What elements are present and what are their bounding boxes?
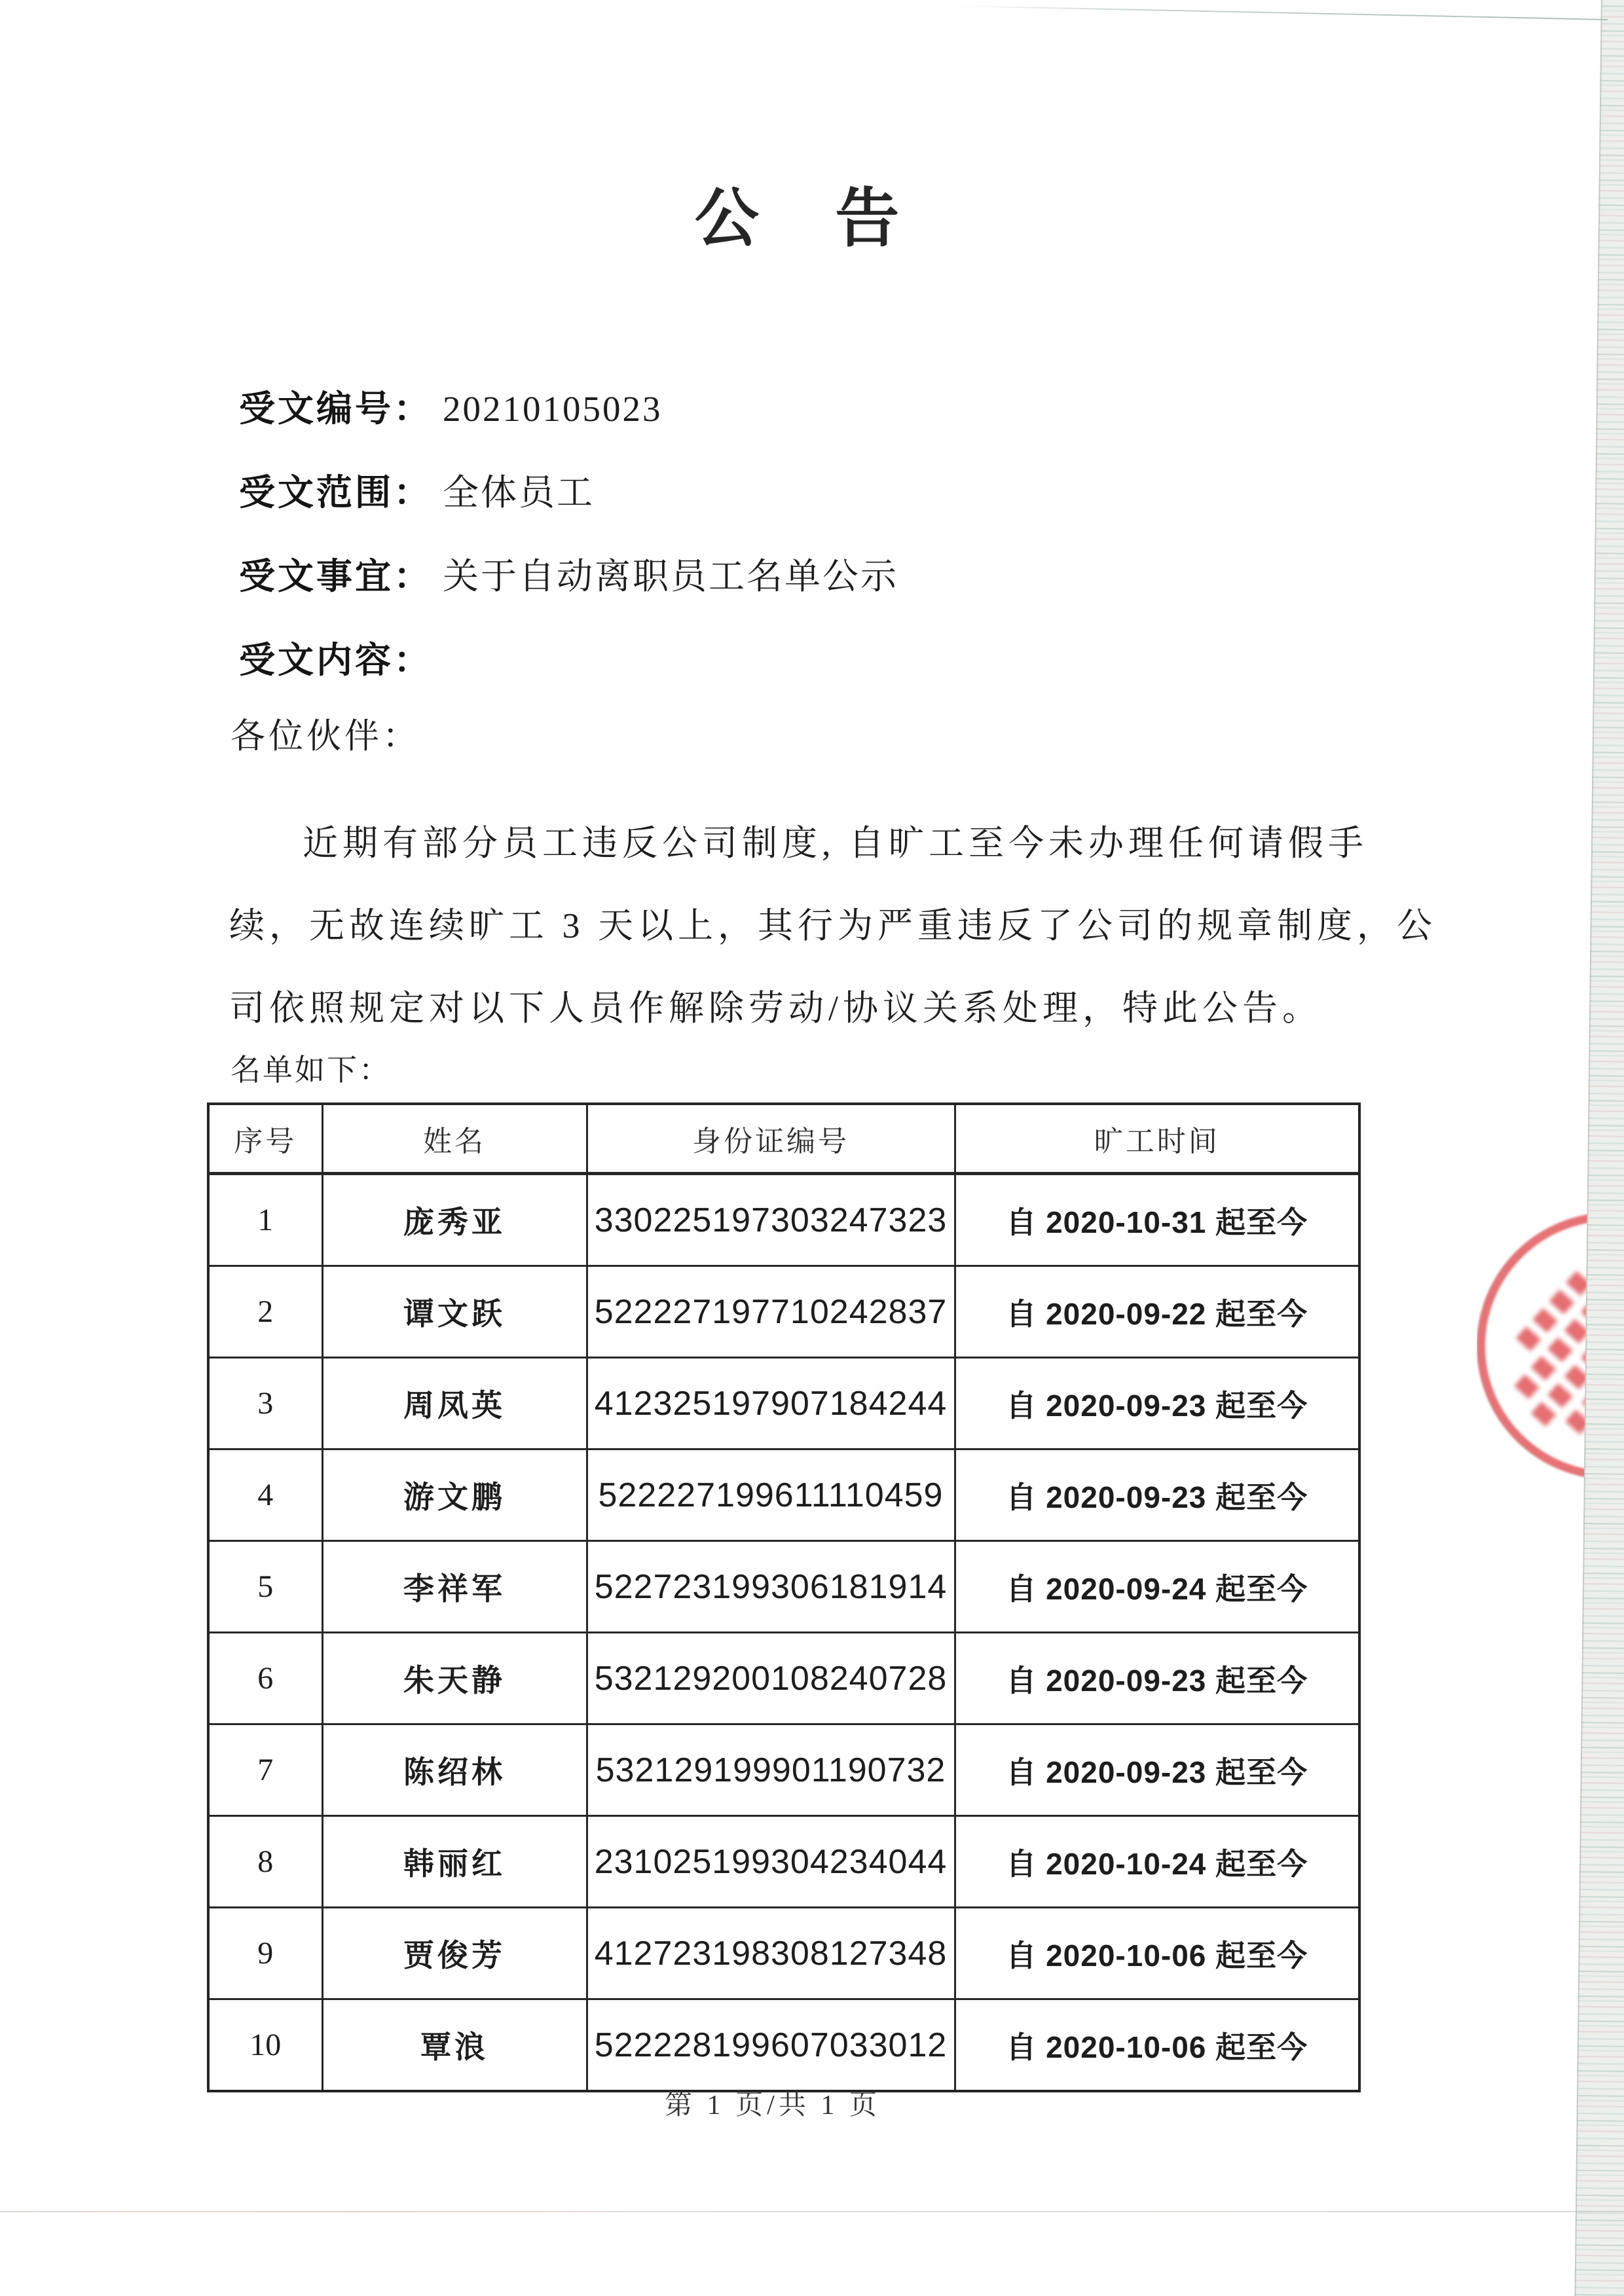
table-cell-date: 自 2020-09-23 起至今 [955, 1724, 1359, 1816]
table-cell-id: 231025199304234044 [587, 1816, 955, 1908]
table-row [208, 1449, 1359, 1541]
table-cell-date: 自 2020-10-31 起至今 [955, 1174, 1359, 1266]
table-cell-name: 贾俊芳 [322, 1908, 587, 1999]
table-cell-seq: 9 [208, 1908, 322, 1999]
table-cell-name: 陈绍林 [322, 1724, 587, 1816]
table-cell-name: 覃浪 [322, 1999, 587, 2092]
absentee-table [207, 1102, 1361, 2092]
table-cell-date: 自 2020-09-23 起至今 [955, 1449, 1359, 1541]
table-header-cell: 姓名 [322, 1104, 587, 1174]
table-row [208, 1724, 1359, 1816]
scan-artifact-line-top [953, 5, 1608, 20]
table-cell-date: 自 2020-09-23 起至今 [955, 1633, 1359, 1724]
table-cell-seq: 2 [208, 1266, 322, 1358]
table-row [208, 1358, 1359, 1449]
table-cell-seq: 1 [208, 1174, 322, 1266]
meta-label: 受文事宜： [239, 556, 433, 596]
meta-line [239, 390, 898, 473]
table-row [208, 1999, 1359, 2092]
scan-artifact-line-bottom [0, 2211, 1624, 2212]
table-row [208, 1816, 1359, 1908]
paragraph-line: 续，无故连续旷工 3 天以上，其行为严重违反了公司的规章制度，公 [229, 906, 1437, 945]
table-cell-date: 自 2020-09-22 起至今 [955, 1266, 1359, 1358]
table-row [208, 1633, 1359, 1724]
table-cell-seq: 10 [208, 1999, 322, 2092]
table-cell-name: 韩丽红 [322, 1816, 587, 1908]
table-cell-name: 游文鹏 [322, 1449, 587, 1541]
list-intro: 名单如下： [231, 1053, 391, 1087]
table-cell-id: 330225197303247323 [587, 1174, 955, 1266]
meta-value: 全体员工 [443, 473, 595, 513]
meta-label: 受文范围： [239, 473, 433, 513]
table-cell-id: 532129199901190732 [587, 1724, 955, 1816]
table-cell-date: 自 2020-10-24 起至今 [955, 1816, 1359, 1908]
red-seal-stamp [1477, 1211, 1596, 1484]
table-cell-name: 周凤英 [322, 1358, 587, 1449]
table-cell-seq: 4 [208, 1449, 322, 1541]
body-paragraph [229, 824, 1437, 1072]
table-header-cell: 序号 [208, 1104, 322, 1174]
table-cell-id: 522227197710242837 [587, 1266, 955, 1358]
table-row [208, 1908, 1359, 1999]
table-cell-date: 自 2020-10-06 起至今 [955, 1908, 1359, 1999]
table-cell-name: 李祥军 [322, 1541, 587, 1633]
meta-value: 20210105023 [443, 389, 663, 429]
meta-value: 关于自动离职员工名单公示 [443, 556, 899, 596]
meta-label: 受文编号： [239, 389, 433, 429]
table-cell-id: 412325197907184244 [587, 1358, 955, 1449]
table-cell-date: 自 2020-10-06 起至今 [955, 1999, 1359, 2092]
table-cell-seq: 5 [208, 1541, 322, 1633]
meta-label: 受文内容： [239, 640, 433, 680]
table-row [208, 1541, 1359, 1633]
table-cell-seq: 3 [208, 1358, 322, 1449]
table-cell-seq: 6 [208, 1633, 322, 1724]
table-cell-id: 522228199607033012 [587, 1999, 955, 2092]
paragraph-line: 近期有部分员工违反公司制度, 自旷工至今未办理任何请假手 [303, 824, 1368, 863]
meta-line [239, 557, 898, 641]
table-header-cell: 身份证编号 [587, 1104, 955, 1174]
table-cell-seq: 8 [208, 1816, 322, 1908]
page-footer: 第 1 页/共 1 页 [665, 2090, 881, 2121]
table-cell-id: 522723199306181914 [587, 1541, 955, 1633]
table-row [208, 1266, 1359, 1358]
table-header-cell: 旷工时间 [955, 1104, 1359, 1174]
table-cell-date: 自 2020-09-24 起至今 [955, 1541, 1359, 1633]
table-cell-id: 532129200108240728 [587, 1633, 955, 1724]
table-cell-name: 朱天静 [322, 1633, 587, 1724]
page-edge-band [1574, 0, 1624, 2296]
meta-line [239, 473, 898, 557]
paragraph-line: 司依照规定对以下人员作解除劳动/协议关系处理，特此公告。 [229, 989, 1323, 1028]
table-header-row [208, 1104, 1359, 1174]
table-row [208, 1174, 1359, 1266]
salutation: 各位伙伴： [231, 718, 420, 756]
table-cell-id: 412723198308127348 [587, 1908, 955, 1999]
table-cell-id: 522227199611110459 [587, 1449, 955, 1541]
table-cell-name: 庞秀亚 [322, 1174, 587, 1266]
table-cell-date: 自 2020-09-23 起至今 [955, 1358, 1359, 1449]
table-cell-seq: 7 [208, 1724, 322, 1816]
meta-section [239, 390, 898, 725]
page-title: 公 告 [694, 184, 930, 255]
table-cell-name: 谭文跃 [322, 1266, 587, 1358]
